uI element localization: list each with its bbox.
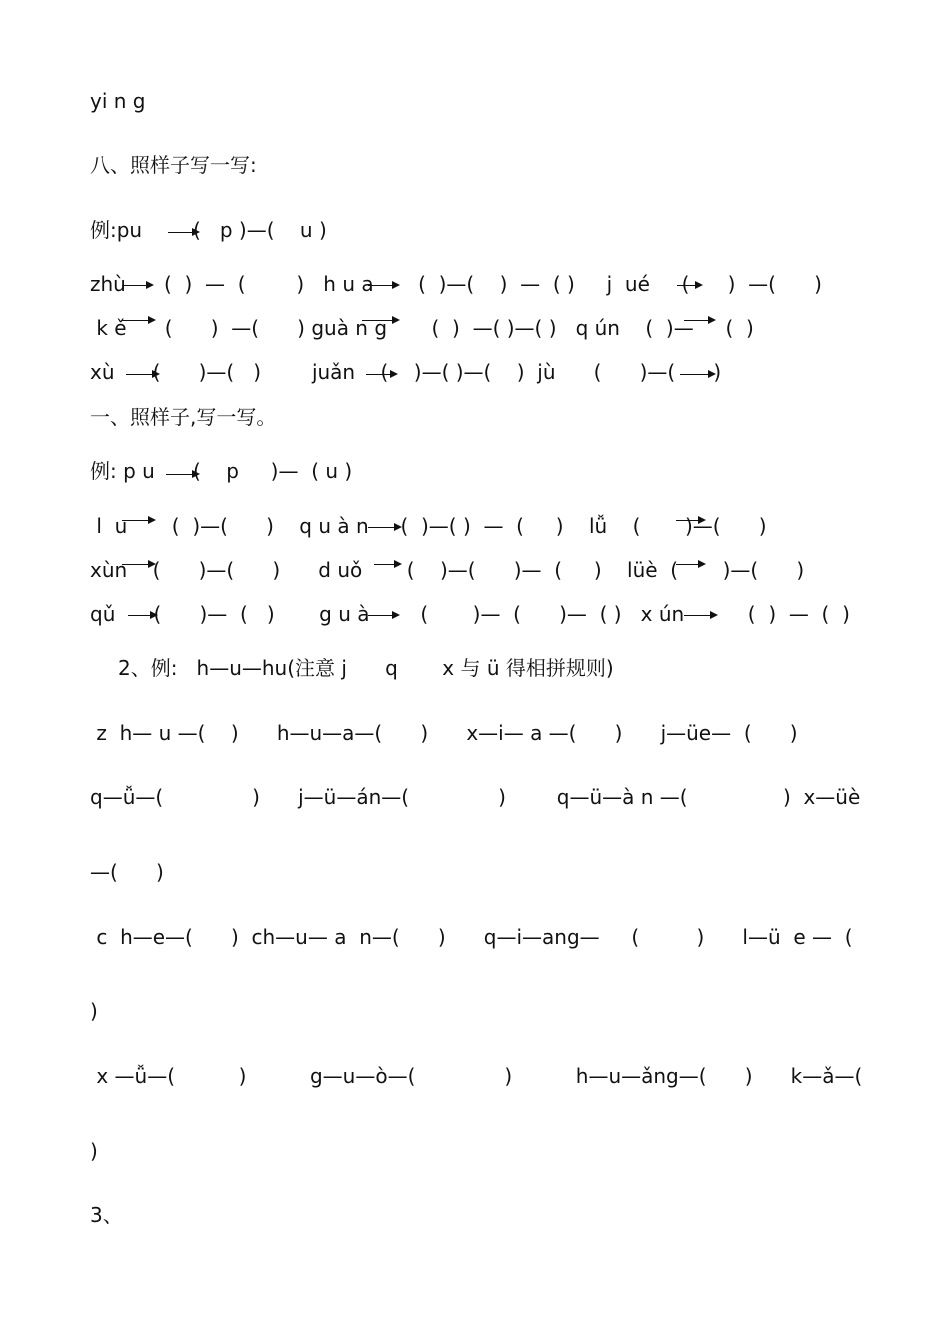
exercise-row-5: xùn ( )—( ) d uǒ ( )—( )— ( ) lüè ( )—( )	[90, 558, 805, 582]
spelling-row-1: z h— u —( ) h—u—a—( ) x—i— a —( ) j—üe— ( )	[90, 721, 798, 745]
arrow-icon	[374, 564, 400, 565]
arrow-icon	[126, 374, 158, 375]
spelling-row-3-cont: )	[90, 999, 98, 1023]
arrow-icon	[684, 320, 714, 321]
section-heading-2: 2、例: h—u—hu(注意 j q x 与 ü 得相拼规则)	[118, 656, 614, 680]
arrow-icon	[362, 320, 398, 321]
arrow-icon	[122, 564, 154, 565]
arrow-icon	[128, 615, 156, 616]
spelling-row-4-cont: )	[90, 1139, 98, 1163]
arrow-icon	[366, 374, 396, 375]
spelling-row-4: x —ǚ—( ) g—u—ò—( ) h—u—ǎng—( ) k—ǎ—(	[90, 1064, 863, 1088]
exercise-row-3: xù ( )—( ) juǎn ( )—( )—( ) jù ( )—( )	[90, 360, 722, 384]
spelling-row-2: q—ǚ—( ) j—ü—án—( ) q—ü—à n —( ) x—üè	[90, 785, 861, 809]
arrow-icon	[168, 232, 198, 233]
exercise-row-6: qǔ ( )— ( ) g u à ( )— ( )— ( ) x ún ( ) — ( )	[90, 602, 850, 626]
arrow-icon	[368, 615, 398, 616]
spelling-row-2-cont: —( )	[90, 860, 164, 884]
arrow-icon	[680, 374, 714, 375]
arrow-icon	[368, 285, 398, 286]
exercise-row-4: l u ( )—( ) q u à n ( )—( ) — ( ) lǚ ( )—( )	[90, 514, 767, 538]
arrow-icon	[368, 527, 400, 528]
arrow-icon	[684, 615, 716, 616]
arrow-icon	[677, 285, 701, 286]
example-line-2: 例: p u ( p )— ( u )	[90, 459, 353, 483]
arrow-icon	[122, 320, 154, 321]
section-heading-8: 八、照样子写一写:	[90, 153, 257, 177]
arrow-icon	[122, 285, 152, 286]
section-heading-3: 3、	[90, 1203, 123, 1227]
arrow-icon	[676, 564, 704, 565]
example-line-1: 例:pu ( p )—( u )	[90, 218, 327, 242]
exercise-row-1: zhù ( ) — ( ) h u a ( )—( ) — ( ) j ué ( ) —( )	[90, 272, 822, 296]
arrow-icon	[122, 520, 154, 521]
exercise-row-2: k ě ( ) —( ) guà n g ( ) —( )—( ) q ún ( )— ( )	[90, 316, 754, 340]
arrow-icon	[676, 520, 704, 521]
arrow-icon	[166, 474, 198, 475]
text-line-1: yi n g	[90, 89, 146, 113]
section-heading-1: 一、照样子,写一写。	[90, 405, 277, 429]
spelling-row-3: c h—e—( ) ch—u— a n—( ) q—i—ang— ( ) l—ü e — (	[90, 925, 853, 949]
